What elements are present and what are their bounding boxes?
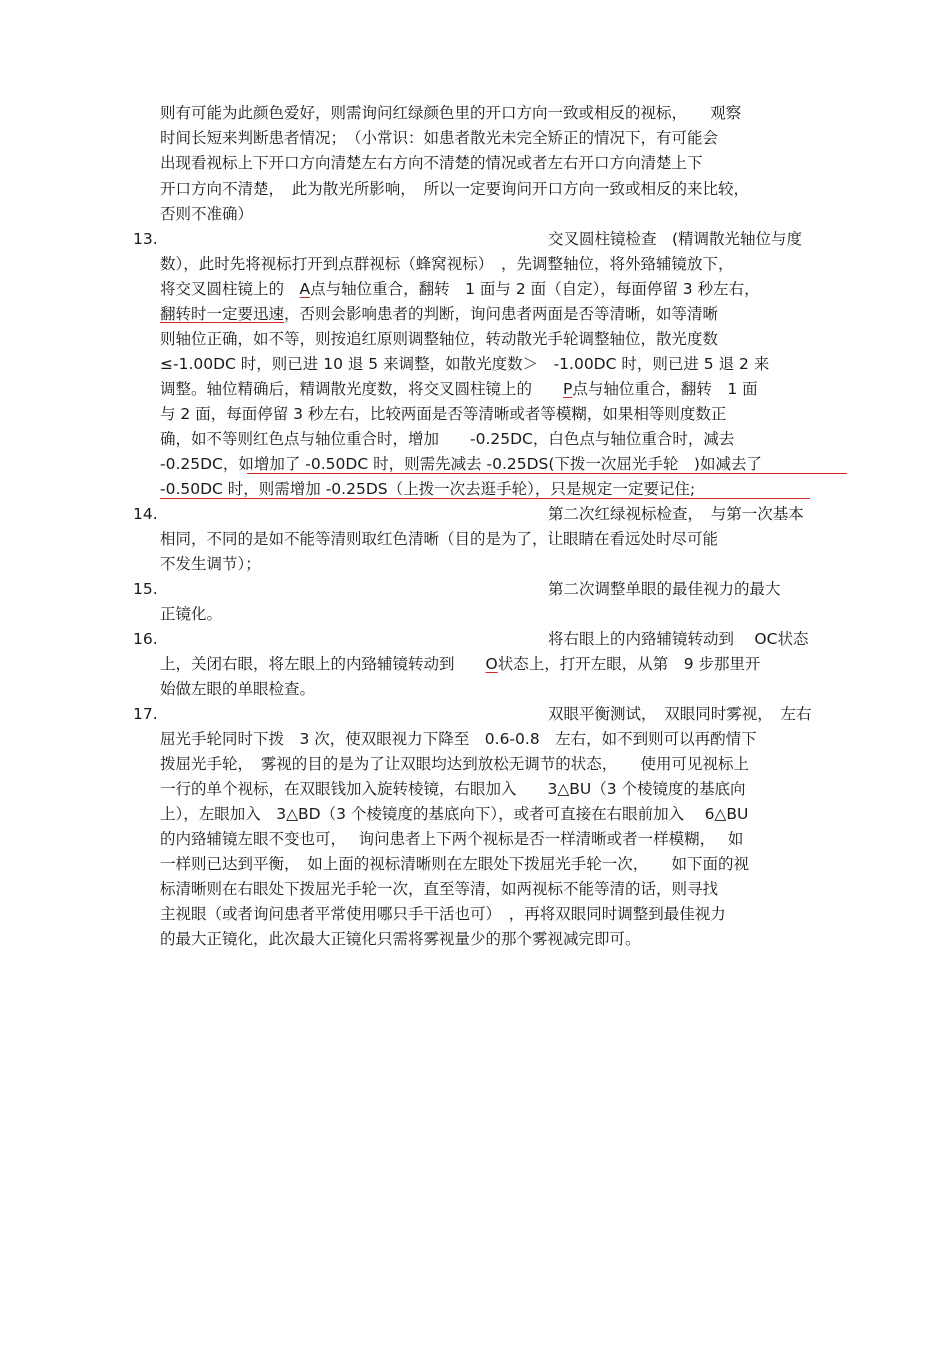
text-line: 屈光手轮同时下拨 3 次，使双眼视力下降至 0.6-0.8 左右，如不到则可以再酌情下 xyxy=(160,730,757,748)
text-line: 正镜化。 xyxy=(160,605,223,623)
text-line: 一样则已达到平衡， 如上面的视标清晰则在左眼处下拨屈光手轮一次， 如下面的视 xyxy=(160,855,750,873)
step-number: 15. xyxy=(133,580,158,598)
text-line: 一行的单个视标，在双眼钱加入旋转棱镜，右眼加入 3△BU（3 个棱镜度的基底向 xyxy=(160,780,746,798)
step-heading: 双眼平衡测试， 双眼同时雾视， 左右 xyxy=(548,705,812,723)
step-number: 16. xyxy=(133,630,158,648)
text-line: 相同，不同的是如不能等清则取红色清晰（目的是为了，让眼睛在看远处时尽可能 xyxy=(160,530,719,548)
text-segment: ，否则会影响患者的判断，询问患者两面是否等清晰，如等清晰 xyxy=(284,305,719,323)
text-line xyxy=(160,277,850,301)
text-line: 的最大正镜化，此次最大正镜化只需将雾视量少的那个雾视减完即可。 xyxy=(160,930,641,948)
text-line: 上），左眼加入 3△BD（3 个棱镜度的基底向下），或者可直接在右眼前加入 6△BU xyxy=(160,805,749,823)
text-line: 数），此时先将视标打开到点群视标（蜂窝视标） ，先调整轴位，将外臵辅镜放下， xyxy=(160,255,734,273)
step-heading: 将右眼上的内臵辅镜转动到 OC状态 xyxy=(548,630,809,648)
text-segment: 点与轴位重合，翻转 1 面 xyxy=(572,380,758,398)
text-segment: 状态上，打开左眼，从第 9 步那里开 xyxy=(497,655,761,673)
step-number: 14. xyxy=(133,505,158,523)
text-line: ≤-1.00DC 时，则已进 10 退 5 来调整，如散光度数＞ -1.00DC 时，则已进 5 退 2 来 xyxy=(160,355,770,373)
text-line: 确，如不等则红色点与轴位重合时，增加 -0.25DC，白色点与轴位重合时，减去 xyxy=(160,430,735,448)
underlined-emphasis: 翻转时一定要迅速 xyxy=(160,305,285,323)
text-line: 否则不准确） xyxy=(160,205,254,223)
step-heading: 第二次红绿视标检查， 与第一次基本 xyxy=(548,505,804,523)
marked-state-o: O xyxy=(485,655,498,673)
text-line xyxy=(160,302,850,326)
step-heading: 第二次调整单眼的最佳视力的最大 xyxy=(548,580,781,598)
text-line: 拨屈光手轮， 雾视的目的是为了让双眼均达到放松无调节的状态， 使用可见视标上 xyxy=(160,755,750,773)
text-line xyxy=(160,377,850,401)
text-line: 开口方向不清楚， 此为散光所影响， 所以一定要询问开口方向一致或相反的来比较， xyxy=(160,180,750,198)
text-line: 的内臵辅镜左眼不变也可， 询问患者上下两个视标是否一样清晰或者一样模糊， 如 xyxy=(160,830,744,848)
text-segment: 点与轴位重合，翻转 1 面与 2 面（自定），每面停留 3 秒左右， xyxy=(310,280,760,298)
text-line xyxy=(160,652,850,676)
red-underline xyxy=(247,473,847,474)
text-line: 时间长短来判断患者情况； （小常识：如患者散光未完全矫正的情况下，有可能会 xyxy=(160,129,719,147)
text-segment: 将交叉圆柱镜上的 xyxy=(160,280,300,298)
text-line: -0.25DC，如增加了 -0.50DC 时，则需先减去 -0.25DS(下拨一次屈光手轮 )如减去了 xyxy=(160,455,762,473)
red-underline xyxy=(160,498,810,499)
text-segment: 上，关闭右眼，将左眼上的内臵辅镜转动到 xyxy=(160,655,486,673)
text-line: 则轴位正确，如不等，则按追红原则调整轴位，转动散光手轮调整轴位，散光度数 xyxy=(160,330,719,348)
text-line: 则有可能为此颜色爱好，则需询问红绿颜色里的开口方向一致或相反的视标， 观察 xyxy=(160,104,742,122)
text-line: 始做左眼的单眼检查。 xyxy=(160,680,316,698)
text-line: 主视眼（或者询问患者平常使用哪只手干活也可） ，再将双眼同时调整到最佳视力 xyxy=(160,905,726,923)
text-line: 与 2 面，每面停留 3 秒左右，比较两面是否等清晰或者等模糊，如果相等则度数正 xyxy=(160,405,727,423)
step-number: 13. xyxy=(133,230,158,248)
text-line: -0.50DC 时，则需增加 -0.25DS（上拨一次去逛手轮），只是规定一定要记住; xyxy=(160,480,696,498)
marked-point-a: A xyxy=(299,280,311,298)
text-line: 不发生调节）； xyxy=(160,555,261,573)
step-number: 17. xyxy=(133,705,158,723)
text-line: 出现看视标上下开口方向清楚左右方向不清楚的情况或者左右开口方向清楚上下 xyxy=(160,154,703,172)
text-line: 标清晰则在右眼处下拨屈光手轮一次，直至等清，如两视标不能等清的话，则寻找 xyxy=(160,880,719,898)
step-heading: 交叉圆柱镜检查 (精调散光轴位与度 xyxy=(548,230,803,248)
marked-point-p: P xyxy=(563,380,573,398)
text-segment: 调整。轴位精确后，精调散光度数，将交叉圆柱镜上的 xyxy=(160,380,564,398)
